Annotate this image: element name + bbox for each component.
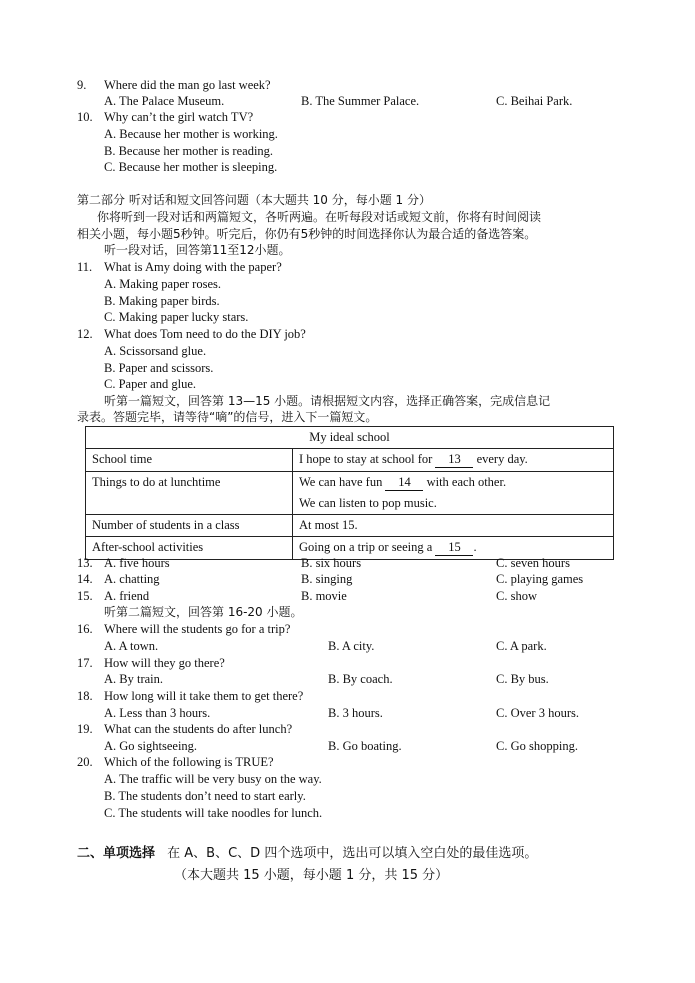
q18-option-a: A. Less than 3 hours. <box>104 706 211 720</box>
q13-option-b: B. six hours <box>301 556 362 570</box>
q17-option-c: C. By bus. <box>496 672 549 686</box>
q19-option-c: C. Go shopping. <box>496 739 578 753</box>
q11-option-b: B. Making paper birds. <box>104 294 220 308</box>
value-text: . <box>473 540 477 554</box>
table-title-row <box>86 427 614 449</box>
q16-number: 16. <box>77 622 93 636</box>
part2-intro-line1: 你将听到一段对话和两篇短文，各听两遍。在听每段对话或短文前，你将有时间阅读 <box>97 210 542 224</box>
q20-option-b: B. The students don’t need to start early. <box>104 789 306 803</box>
q19-question: What can the students do after lunch? <box>104 722 293 736</box>
q11-option-c: C. Making paper lucky stars. <box>104 310 249 324</box>
info-record-table <box>85 426 614 560</box>
q10-option-b: B. Because her mother is reading. <box>104 144 274 158</box>
row-label-class-size: Number of students in a class <box>86 515 293 537</box>
q20-number: 20. <box>77 755 93 769</box>
q16-option-c: C. A park. <box>496 639 547 653</box>
value-text: every day. <box>473 452 528 466</box>
q14-option-c: C. playing games <box>496 572 584 586</box>
q14-number: 14. <box>77 572 93 586</box>
q9-question: Where did the man go last week? <box>104 78 271 92</box>
q19-number: 19. <box>77 722 93 736</box>
value-text: with each other. <box>423 475 507 489</box>
q10-option-a: A. Because her mother is working. <box>104 127 278 141</box>
blank-14: 14 <box>385 475 423 491</box>
q15-option-b: B. movie <box>301 589 347 603</box>
q20-option-c: C. The students will take noodles for lunch. <box>104 806 323 820</box>
row-value-lunchtime <box>293 472 614 515</box>
q15-number: 15. <box>77 589 93 603</box>
q13-option-a: A. five hours <box>104 556 170 570</box>
table-title: My ideal school <box>86 427 614 449</box>
table-row <box>86 449 614 472</box>
row-label-lunchtime: Things to do at lunchtime <box>86 472 293 515</box>
blank-13: 13 <box>435 452 473 468</box>
part2-intro-line2: 相关小题，每小题5秒钟。听完后，你仍有5秒钟的时间选择你认为最合适的备选答案。 <box>77 227 537 241</box>
q15-option-c: C. show <box>496 589 537 603</box>
q13-number: 13. <box>77 556 93 570</box>
value-text: We can listen to pop music. <box>299 496 437 510</box>
q18-option-b: B. 3 hours. <box>328 706 383 720</box>
q9-number: 9. <box>77 78 87 92</box>
q20-question: Which of the following is TRUE? <box>104 755 274 769</box>
q10-question: Why can’t the girl watch TV? <box>104 110 254 124</box>
q17-question: How will they go there? <box>104 656 225 670</box>
q11-question: What is Amy doing with the paper? <box>104 260 282 274</box>
passage1-instruction-line2: 录表。答题完毕，请等待“嘀”的信号，进入下一篇短文。 <box>77 410 378 424</box>
q18-number: 18. <box>77 689 93 703</box>
q14-option-a: A. chatting <box>104 572 160 586</box>
passage2-instruction: 听第二篇短文，回答第 16-20 小题。 <box>104 605 303 619</box>
q18-option-c: C. Over 3 hours. <box>496 706 579 720</box>
q13-option-c: C. seven hours <box>496 556 570 570</box>
q15-option-a: A. friend <box>104 589 150 603</box>
q16-option-a: A. A town. <box>104 639 159 653</box>
passage1-instruction-line1: 听第一篇短文，回答第 13—15 小题。请根据短文内容，选择正确答案，完成信息记 <box>104 394 551 408</box>
row-value-class-size: At most 15. <box>293 515 614 537</box>
q10-number: 10. <box>77 110 93 124</box>
q17-number: 17. <box>77 656 93 670</box>
q12-option-b: B. Paper and scissors. <box>104 361 214 375</box>
q10-option-c: C. Because her mother is sleeping. <box>104 160 278 174</box>
q12-number: 12. <box>77 327 93 341</box>
q12-option-c: C. Paper and glue. <box>104 377 196 391</box>
row-value-school-time <box>293 449 614 472</box>
q9-option-b: B. The Summer Palace. <box>301 94 420 108</box>
section2-header <box>77 846 537 861</box>
part2-title: 第二部分 听对话和短文回答问题（本大题共 10 分，每小题 1 分） <box>77 193 431 207</box>
section2-note: （本大题共 15 小题，每小题 1 分，共 15 分） <box>174 868 449 883</box>
q11-number: 11. <box>77 260 93 274</box>
q20-option-a: A. The traffic will be very busy on the way. <box>104 772 322 786</box>
q17-option-a: A. By train. <box>104 672 164 686</box>
value-text: I hope to stay at school for <box>299 452 436 466</box>
row-label-after-school: After-school activities <box>86 537 293 560</box>
q9-option-c: C. Beihai Park. <box>496 94 573 108</box>
q18-question: How long will it take them to get there? <box>104 689 304 703</box>
section2-heading: 二、单项选择 <box>77 846 156 861</box>
q11-option-a: A. Making paper roses. <box>104 277 221 291</box>
dialog-instruction: 听一段对话，回答第11至12小题。 <box>104 243 291 257</box>
q14-option-b: B. singing <box>301 572 353 586</box>
row-label-school-time: School time <box>86 449 293 472</box>
q19-option-a: A. Go sightseeing. <box>104 739 198 753</box>
section2-instruction: 在 A、B、C、D 四个选项中，选出可以填入空白处的最佳选项。 <box>167 846 538 861</box>
q12-question: What does Tom need to do the DIY job? <box>104 327 306 341</box>
blank-15: 15 <box>435 540 473 556</box>
q19-option-b: B. Go boating. <box>328 739 402 753</box>
value-text: Going on a trip or seeing a <box>299 540 436 554</box>
q9-option-a: A. The Palace Museum. <box>104 94 225 108</box>
q12-option-a: A. Scissorsand glue. <box>104 344 207 358</box>
q17-option-b: B. By coach. <box>328 672 393 686</box>
q16-option-b: B. A city. <box>328 639 375 653</box>
q16-question: Where will the students go for a trip? <box>104 622 291 636</box>
table-row <box>86 515 614 537</box>
value-text: We can have fun <box>299 475 386 489</box>
table-row <box>86 472 614 515</box>
